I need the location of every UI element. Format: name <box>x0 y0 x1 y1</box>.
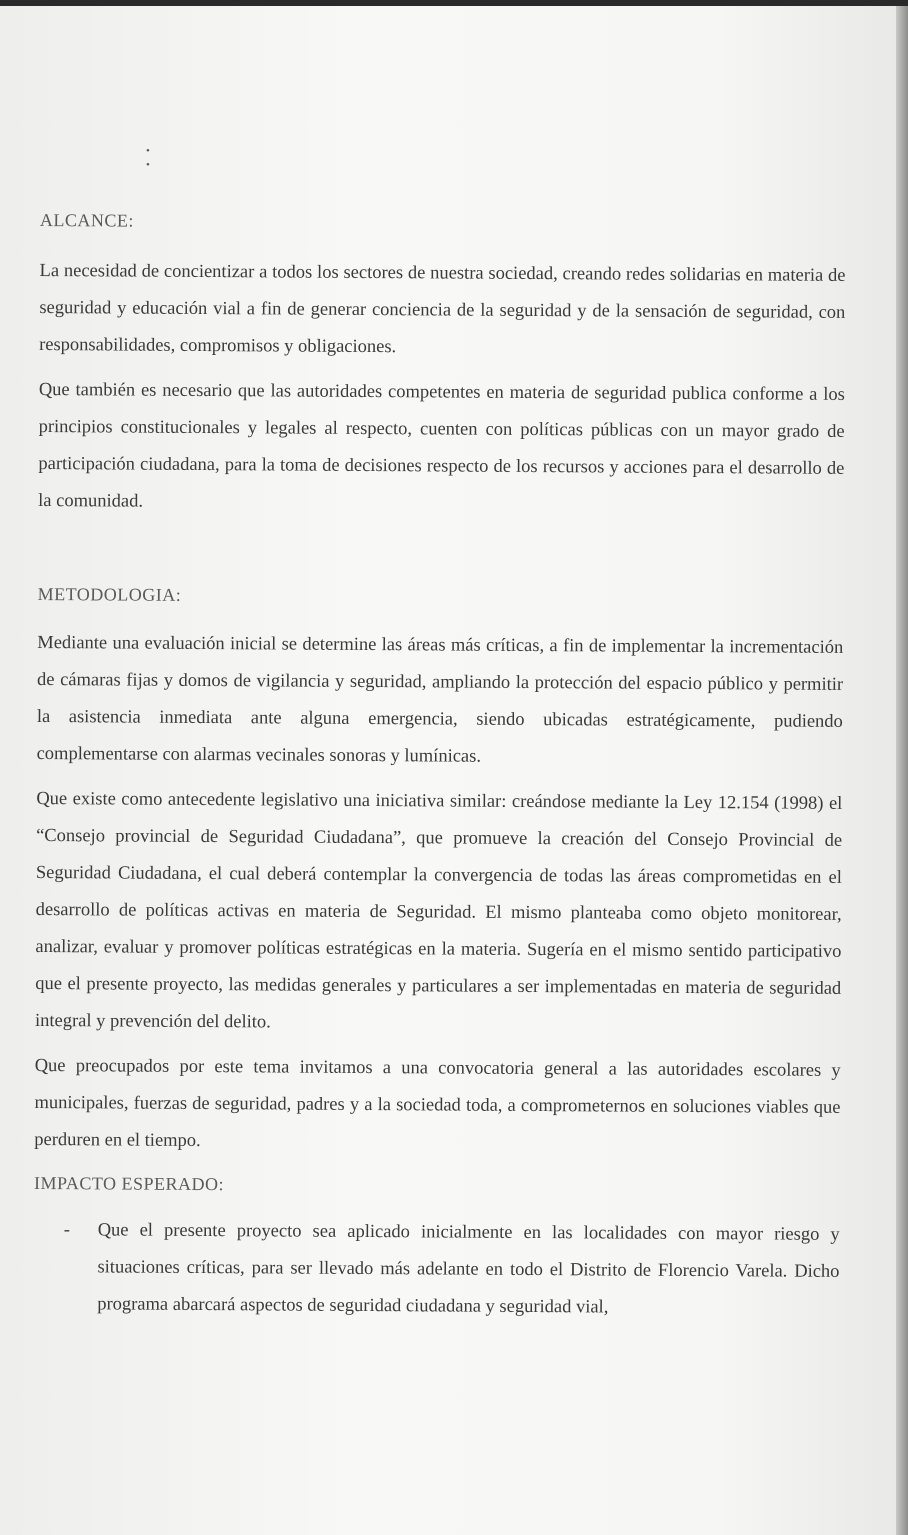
section-heading-metodologia: METODOLOGIA: <box>37 583 182 605</box>
page-right-edge <box>896 6 908 1535</box>
document-page <box>0 6 896 1535</box>
margin-mark: • <box>146 145 150 157</box>
section-heading-impacto: IMPACTO ESPERADO: <box>33 1172 225 1195</box>
paragraph: Que existe como antecedente legislativo una iniciativa similar: creándose mediante la Ley 12.154 (1998) el “Consejo provincial de Seguridad Ciudadana”, que promueve la creación del Consejo Provincial de Seguridad Ciudadana, el cual deberá contemplar la convergencia de todas las áreas comprometidas en el desarrollo de políticas activas en materia de Seguridad. El mismo planteaba como objeto monitorear, analizar, evaluar y promover políticas estratégicas en la materia. Sugería en el mismo sentido participativo que el presente proyecto, las medidas generales y particulares a ser implementadas en materia de seguridad integral y prevención del delito. <box>34 788 843 1033</box>
margin-mark: • <box>146 159 150 171</box>
paragraph: Mediante una evaluación inicial se determine las áreas más críticas, a fin de implementar la incrementación de cámaras fijas y domos de vigilancia y seguridad, ampliando la protección del espacio público y permitir la asistencia inmediata ante alguna emergencia, siendo ubicadas estratégicamente, pudiendo complementarse con alarmas vecinales sonoras y lumínicas. <box>36 632 844 767</box>
paragraph: La necesidad de concientizar a todos los sectores de nuestra sociedad, creando redes solidarias en materia de seguridad y educación vial a fin de generar conciencia de la seguridad y de la sensación de seguridad, con responsabilidades, compromisos y obligaciones. <box>39 260 846 358</box>
list-bullet: - <box>63 1220 70 1241</box>
section-heading-alcance: ALCANCE: <box>39 209 134 231</box>
list-item-text: Que el presente proyecto sea aplicado inicialmente en las localidades con mayor riesgo y situaciones críticas, para ser llevado más adelante en todo el Distrito de Florencio Varela. Dicho programa abarcará aspectos de seguridad ciudadana y seguridad vial, <box>97 1220 840 1318</box>
impact-list <box>33 1212 840 1328</box>
document-body <box>33 202 846 1328</box>
margin-marks <box>146 144 150 172</box>
paragraph: Que también es necesario que las autoridades competentes en materia de seguridad publica conforme a los principios constitucionales y legales al respecto, cuenten con políticas públicas con un mayor grado de participación ciudadana, para la toma de decisiones respecto de los recursos y acciones para el desarrollo de la comunidad. <box>38 379 845 512</box>
list-item <box>33 1212 840 1328</box>
paragraph: Que preocupados por este tema invitamos a una convocatoria general a las autoridades escolares y municipales, fuerzas de seguridad, padres y a la sociedad toda, a comprometernos en soluciones viables que perduren en el tiempo. <box>34 1055 841 1151</box>
